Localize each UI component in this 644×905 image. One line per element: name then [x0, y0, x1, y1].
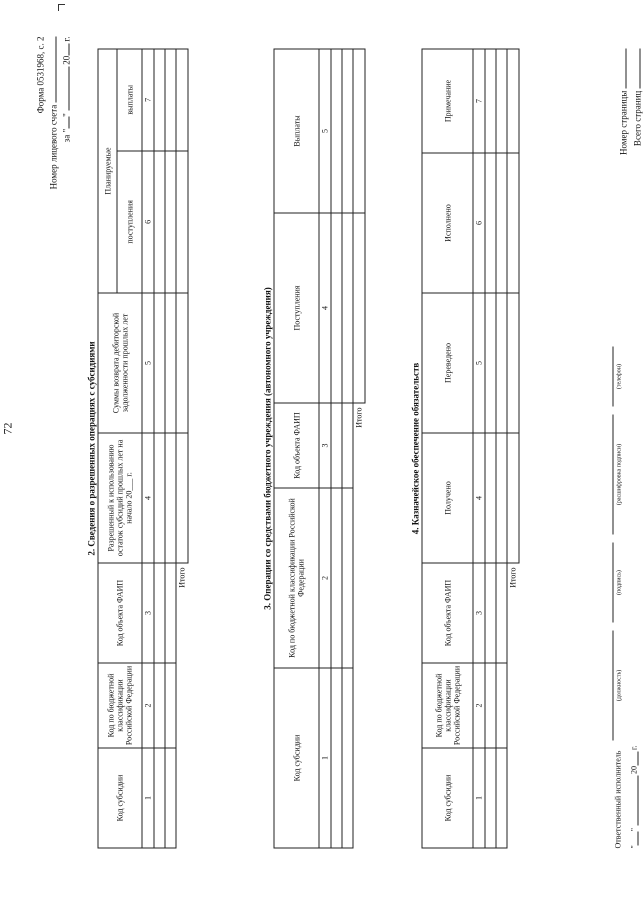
- s2-col-planned: Планируемые: [98, 49, 117, 293]
- s2-col-returns: Суммы возврата дебиторской задолженности прошлых лет: [98, 293, 142, 433]
- s3-data-row: [331, 49, 342, 848]
- s2-col-payments: выплаты: [117, 49, 142, 151]
- s2-col-receipts: поступления: [117, 151, 142, 293]
- section-3: [261, 49, 366, 849]
- date-suffix: г.: [61, 36, 72, 42]
- signature-date-row: [629, 329, 639, 849]
- position-caption: (должность): [616, 669, 623, 702]
- s4-total-label: Итого: [508, 567, 518, 588]
- signature-block: [604, 329, 639, 849]
- s3-num: 5: [319, 49, 331, 213]
- form-label: Форма 0531968, с. 2: [35, 36, 46, 114]
- s4-col-bkrf: Код по бюджетной классификации Российской Федерации: [422, 663, 473, 748]
- section-3-table: [274, 49, 366, 849]
- decoding-caption: (расшифровка подписи): [616, 443, 623, 506]
- s2-data-row: [165, 49, 176, 848]
- signature-label: Ответственный исполнитель: [613, 750, 623, 849]
- corner-mark: [58, 4, 65, 11]
- s4-col-transferred: Переведено: [422, 293, 473, 433]
- total-pages-label: Всего страниц: [632, 90, 643, 147]
- s3-total-row: [353, 49, 365, 848]
- s4-num: 6: [473, 153, 485, 293]
- sig-month-field[interactable]: [629, 776, 639, 826]
- s2-total-row: [176, 49, 188, 848]
- rotated-page: [1, 0, 641, 905]
- s4-num: 4: [473, 433, 485, 563]
- s3-num: 1: [319, 668, 331, 848]
- s4-col-executed: Исполнено: [422, 153, 473, 293]
- s4-num: 1: [473, 748, 485, 848]
- s3-num: 3: [319, 403, 331, 488]
- s3-num: 4: [319, 213, 331, 403]
- s2-num: 3: [142, 563, 154, 663]
- s2-num: 2: [142, 663, 154, 748]
- s4-col-faip: Код объекта ФАИП: [422, 563, 473, 663]
- s4-data-row: [496, 49, 507, 848]
- page-number: 72: [0, 422, 15, 435]
- s3-col-faip: Код объекта ФАИП: [274, 403, 319, 488]
- form-header: [35, 37, 73, 190]
- signature-field[interactable]: [604, 543, 614, 623]
- s4-num: 3: [473, 563, 485, 663]
- s3-col-bkrf: Код по бюджетной классификации Российской Федерации: [274, 488, 319, 668]
- page-number-label: Номер страницы: [618, 90, 629, 156]
- total-pages-field[interactable]: [630, 49, 640, 89]
- s4-col-note: Примечание: [422, 49, 473, 153]
- s2-num: 6: [142, 151, 154, 293]
- section-4-title: 4. Казначейское обеспечение обязательств: [410, 362, 421, 535]
- day-field[interactable]: [60, 117, 70, 129]
- s2-col-balance: Разрешенный к использованию остаток субсидий прошлых лет на начало 20___ г.: [98, 433, 142, 563]
- s4-num: 5: [473, 293, 485, 433]
- s3-col-payments: Выплаты: [274, 49, 319, 213]
- s3-col-receipts: Поступления: [274, 213, 319, 403]
- s4-num: 7: [473, 49, 485, 153]
- s2-num: 1: [142, 748, 154, 848]
- decoding-field[interactable]: [604, 415, 614, 535]
- year-field[interactable]: [60, 44, 70, 56]
- phone-field[interactable]: [604, 347, 614, 407]
- s4-col-received: Получено: [422, 433, 473, 563]
- sig-day-field[interactable]: [629, 831, 639, 845]
- s4-total-row: [507, 49, 519, 848]
- date-quote: ": [61, 113, 72, 117]
- s3-data-row: [342, 49, 353, 848]
- section-2-table: [98, 49, 189, 849]
- s3-total-label: Итого: [354, 407, 364, 428]
- phone-caption: (телефон): [616, 363, 623, 390]
- position-field[interactable]: [604, 631, 614, 741]
- account-row: [47, 37, 60, 190]
- s4-col-subsidy: Код субсидии: [422, 748, 473, 848]
- month-field[interactable]: [60, 67, 70, 111]
- sig-date-year: 20: [629, 765, 639, 774]
- s2-data-row: [154, 49, 165, 848]
- s4-data-row: [485, 49, 496, 848]
- s3-num: 2: [319, 488, 331, 668]
- page-number-field[interactable]: [617, 49, 627, 89]
- section-4-table: [422, 49, 520, 849]
- s2-num: 4: [142, 433, 154, 563]
- date-prefix: за ": [61, 128, 72, 143]
- sig-date-open: ": [629, 845, 639, 849]
- sig-date-suffix: г.: [629, 745, 639, 750]
- s2-col-subsidy: Код субсидии: [98, 748, 142, 848]
- section-3-title: 3. Операции со средствами бюджетного учреждения (автономного учреждения): [262, 287, 273, 610]
- sig-date-close: ": [629, 827, 639, 832]
- s2-col-faip: Код объекта ФАИП: [98, 563, 142, 663]
- date-year: 20: [61, 55, 72, 65]
- account-number-field[interactable]: [47, 37, 57, 103]
- sig-year-field[interactable]: [629, 752, 639, 766]
- section-2-title: 2. Сведения о разрешенных операциях с субсидиями: [86, 341, 97, 556]
- signature-caption: (подпись): [616, 570, 623, 596]
- s3-col-subsidy: Код субсидии: [274, 668, 319, 848]
- section-4: [409, 49, 520, 849]
- account-label: Номер лицевого счета: [48, 104, 59, 190]
- s2-total-label: Итого: [177, 567, 187, 588]
- date-row: [60, 37, 73, 190]
- s4-num: 2: [473, 663, 485, 748]
- s2-num: 5: [142, 293, 154, 433]
- s2-num: 7: [142, 49, 154, 151]
- section-2: [85, 49, 189, 849]
- page-counter: [617, 49, 644, 156]
- s2-col-bkrf: Код по бюджетной классификации Российской Федерации: [98, 663, 142, 748]
- signature-row: [604, 329, 623, 849]
